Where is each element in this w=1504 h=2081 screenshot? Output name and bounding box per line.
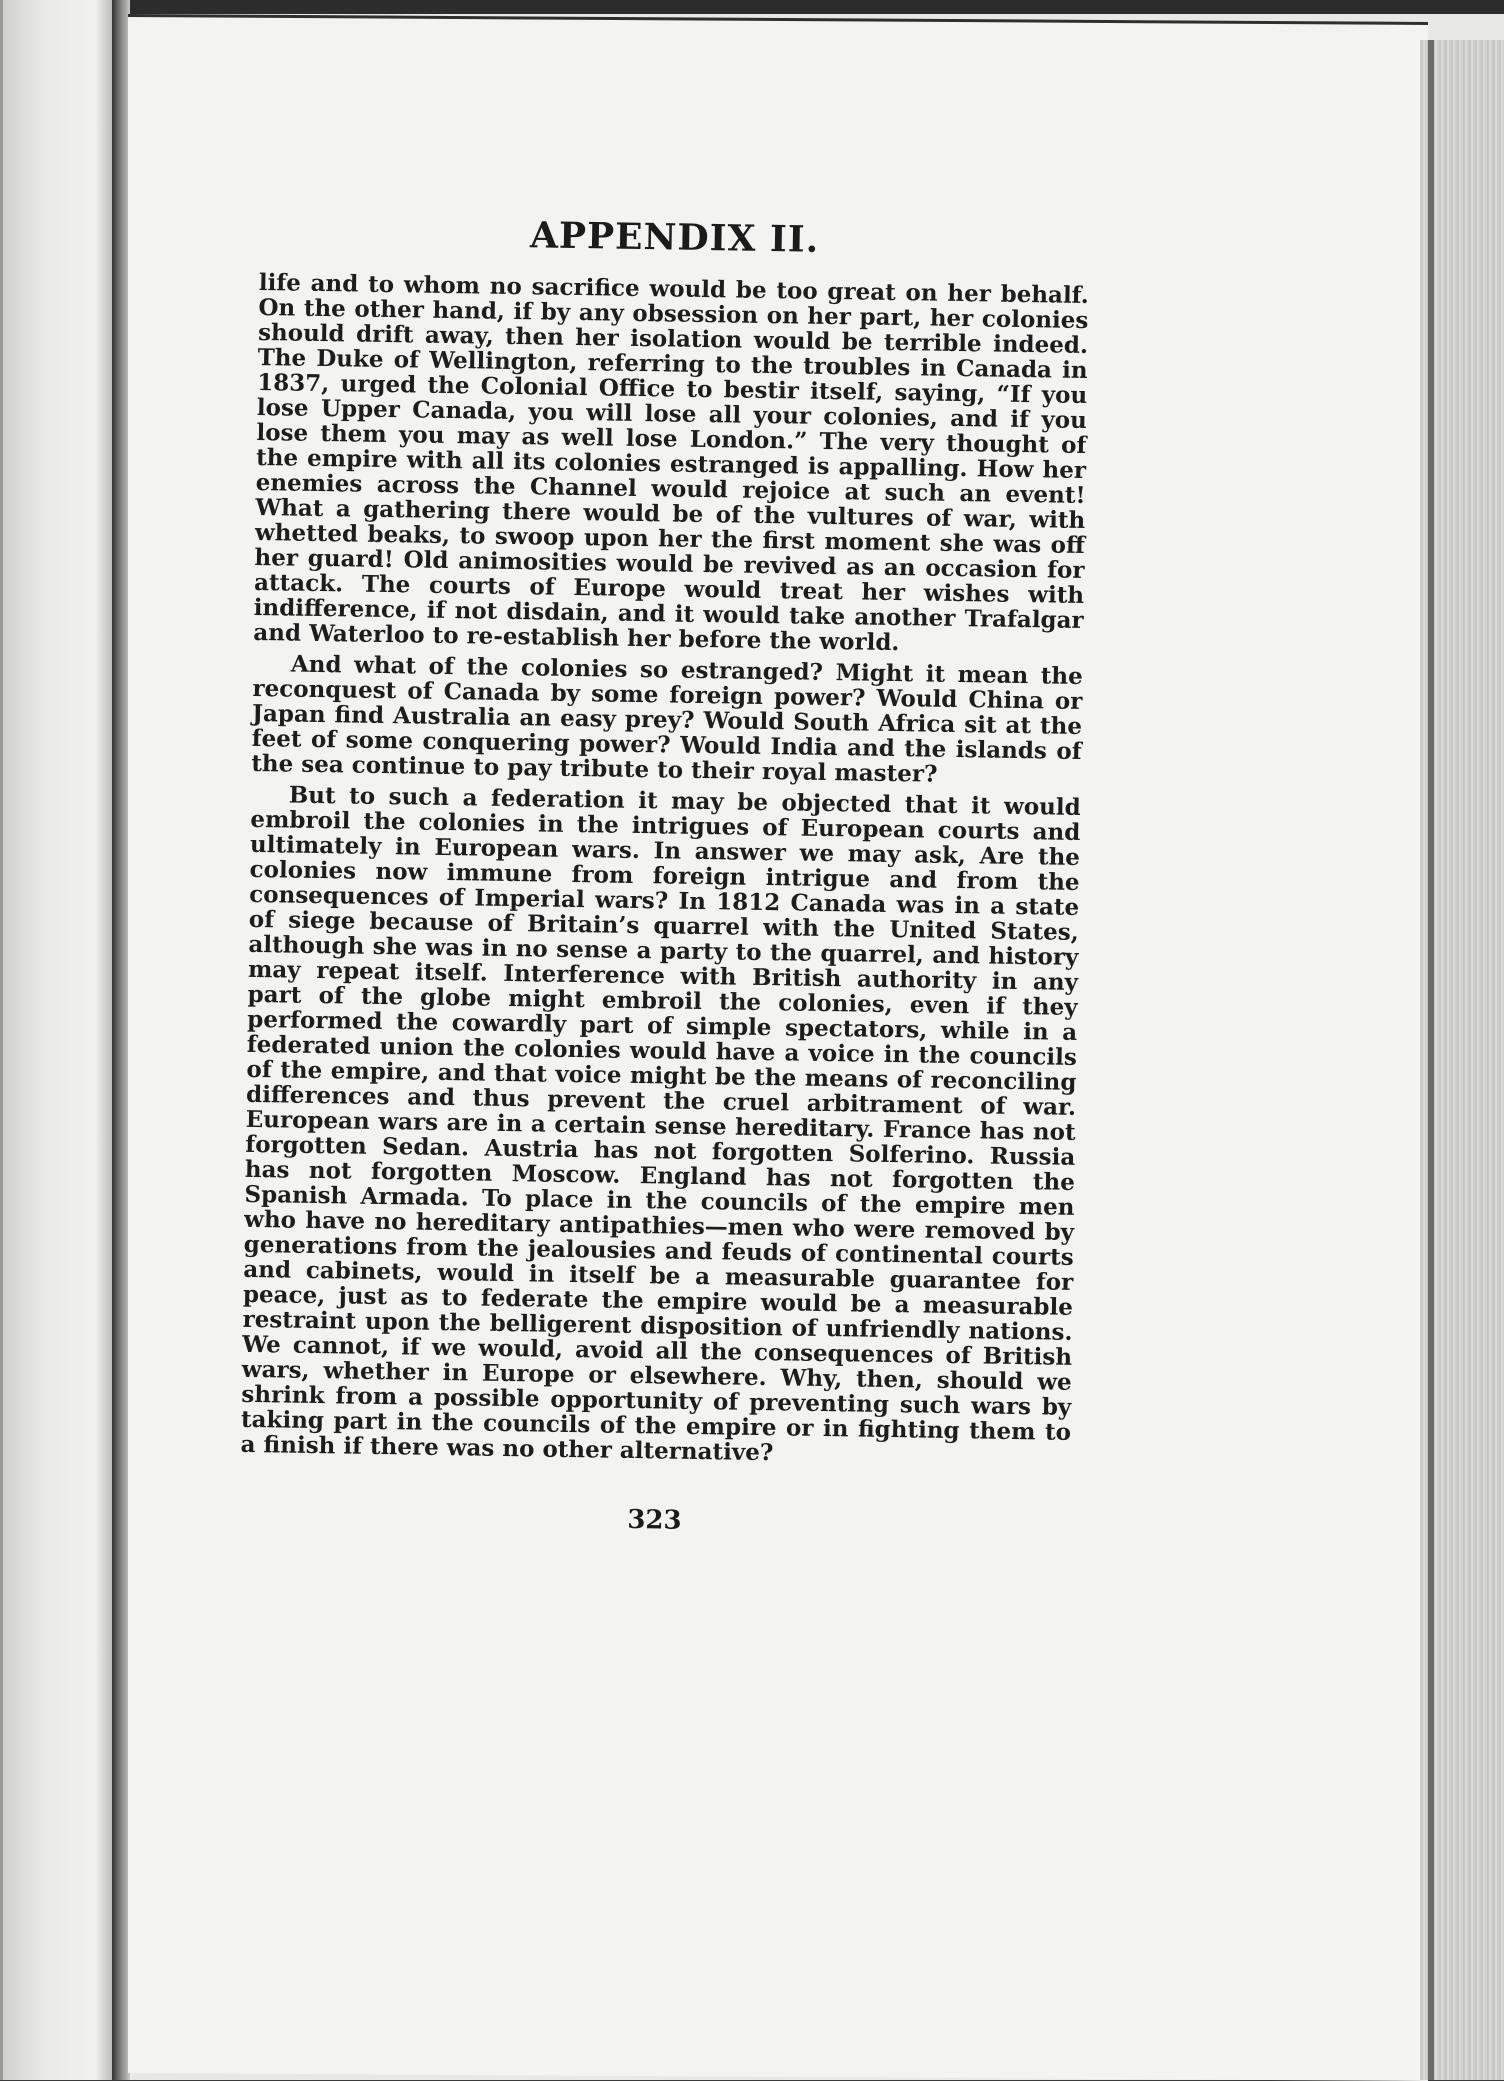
scan-top-border (0, 0, 1504, 14)
left-page-margin (0, 0, 112, 2080)
page-heading: APPENDIX II. (529, 214, 820, 261)
page-text-block (239, 210, 1090, 1542)
paragraph-3: But to such a federation it may be objected that it would embroil the colonies in the intrigues of European courts and ultimately in European wars. In answer we may ask, Are the colonies now immune from foreign intrigue and from the consequences of Imperial wars? In 1812 Canada was in a state of siege because of Britain’s quarrel with the United States, although she was in no sense a party to the quarrel, and history may repeat itself. Interference with British authority in any part of the globe might embroil the colonies, even if they performed the cowardly part of simple spectators, while in a federated union the colonies would have a voice in the councils of the empire, and that voice might be the means of reconciling differences and thus prevent the cruel arbitrament of war. European wars are in a certain sense hereditary. France has not forgotten Sedan. Austria has not forgotten Solferino. Russia has not forgotten Moscow. England has not forgotten the Spanish Armada. To place in the councils of the empire men who have no hereditary antipathies—men who were removed by generations from the jealousies and feuds of continental courts and cabinets, would in itself be a measurable guarantee for peace, just as to federate the empire would be a measurable restraint upon the belligerent disposition of unfriendly nations. We cannot, if we would, avoid all the consequences of British wars, whether in Europe or elsewhere. Why, then, should we shrink from a possible opportunity of preventing such wars by taking part in the councils of the empire or in fighting them to a finish if there was no other alternative? (240, 781, 1081, 1467)
left-page-edge (0, 0, 3, 2080)
page-stack-shadow (1428, 40, 1434, 2080)
paragraph-2: And what of the colonies so estranged? Might it mean the reconquest of Canada by some foreign power? Would China or Japan find Australia an easy prey? Would South Africa sit at the feet of some conquering power? Would India and the islands of the sea continue to pay tribute to their royal master? (251, 650, 1083, 788)
page-number: 323 (627, 1504, 682, 1536)
paragraph-1: life and to whom no sacrifice would be too great on her behalf. On the other hand, if by any obsession on her part, her colonies should drift away, then her isolation would be terrible indeed. The Duke of Wellington, referring to the troubles in Canada in 1837, urged the Colonial Office to bestir itself, saying, “If you lose Upper Canada, you will lose all your colonies, and if you lose them you may as well lose London.” The very thought of the empire with all its colonies estranged is appalling. How her enemies across the Channel would rejoice at such an event! What a gathering there would be of the vultures of war, with whetted beaks, to swoop upon her the first moment she was off her guard! Old animosities would be revived as an occasion for attack. The courts of Europe would treat her wishes with indifference, if not disdain, and it would take another Trafalgar and Waterloo to re-establish her before the world. (253, 268, 1089, 657)
